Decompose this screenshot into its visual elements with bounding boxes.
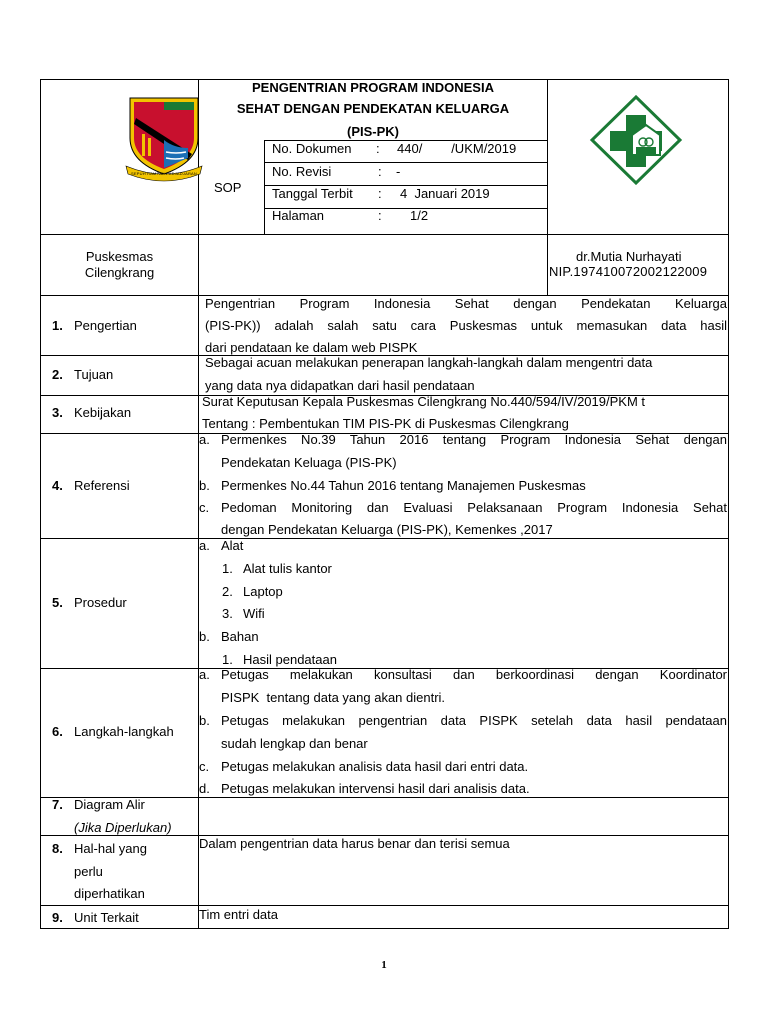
signer-nip: NIP.197410072002122009 <box>549 264 708 279</box>
section-text-line: Dalam pengentrian data harus benar dan terisi semua <box>199 836 510 851</box>
section-label-note: (Jika Diperlukan) <box>74 820 172 835</box>
sublist-text: Alat tulis kantor <box>243 561 332 576</box>
list-item-line: Permenkes No.44 Tahun 2016 tentang Manajemen Puskesmas <box>221 478 586 493</box>
section-text-line: Sebagai acuan melakukan penerapan langkah-langkah dalam mengentri data <box>205 355 653 370</box>
list-marker: a. <box>199 432 210 447</box>
list-marker: a. <box>199 538 210 553</box>
regency-crest-logo <box>118 92 210 184</box>
sublist-text: Wifi <box>243 606 265 621</box>
sublist-number: 2. <box>222 584 233 599</box>
section-text-line: yang data nya didapatkan dari hasil pendataan <box>205 378 475 393</box>
doc-field-value: 1/2 <box>410 208 429 223</box>
group-title: Bahan <box>221 629 259 644</box>
section-text-line: Tim entri data <box>199 907 278 922</box>
list-item-line: Pedoman Monitoring dan Evaluasi Pelaksanaan Program Indonesia Sehat <box>221 500 727 515</box>
list-item-line: Petugas melakukan konsultasi dan berkoordinasi dengan Koordinator <box>221 667 727 682</box>
section-number: 5. <box>52 595 63 610</box>
list-marker: b. <box>199 478 210 493</box>
section-label: Kebijakan <box>74 405 132 420</box>
doc-field-value: 440/ /UKM/2019 <box>397 141 517 156</box>
document-title-line-3: (PIS-PK) <box>347 124 399 139</box>
section-number: 8. <box>52 841 63 856</box>
section-text-line: Pengentrian Program Indonesia Sehat dengan Pendekatan Keluarga <box>205 296 727 311</box>
section-number: 1. <box>52 318 63 333</box>
list-marker: b. <box>199 713 210 728</box>
section-number: 6. <box>52 724 63 739</box>
doc-field-sep: : <box>378 186 382 201</box>
doc-field-sep: : <box>376 141 380 156</box>
sublist-number: 1. <box>222 652 233 667</box>
list-item-line: Petugas melakukan analisis data hasil dari entri data. <box>221 759 529 774</box>
doc-field-value: 4 Januari 2019 <box>400 186 490 201</box>
list-item-line: Pendekatan Keluaga (PIS-PK) <box>221 455 397 470</box>
section-label: Pengertian <box>74 318 137 333</box>
doc-field-sep: : <box>378 164 382 179</box>
section-number: 3. <box>52 405 63 420</box>
org-name-line-1: Puskesmas <box>85 249 154 264</box>
puskesmas-logo <box>588 95 684 185</box>
section-text-line: dari pendataan ke dalam web PISPK <box>205 340 418 355</box>
sublist-text: Hasil pendataan <box>243 652 337 667</box>
section-label: Diagram Alir <box>74 797 145 812</box>
list-marker: b. <box>199 629 210 644</box>
document-title-line-2: SEHAT DENGAN PENDEKATAN KELUARGA <box>236 101 510 116</box>
section-number: 9. <box>52 910 63 925</box>
list-marker: c. <box>199 759 210 774</box>
list-item-line: Petugas melakukan intervensi hasil dari analisis data. <box>221 781 530 796</box>
group-title: Alat <box>221 538 244 553</box>
crest-motto: SEPUH RAMPAK PADJADJARAN <box>131 171 197 176</box>
doc-field-label: Halaman <box>272 208 325 223</box>
section-label: diperhatikan <box>74 886 145 901</box>
list-item-line: PISPK tentang data yang akan dientri. <box>221 690 446 705</box>
list-item-line: Permenkes No.39 Tahun 2016 tentang Program Indonesia Sehat dengan <box>221 432 727 447</box>
section-number: 7. <box>52 797 63 812</box>
section-number: 4. <box>52 478 63 493</box>
list-item-line: dengan Pendekatan Keluarga (PIS-PK), Kemenkes ,2017 <box>221 522 553 537</box>
section-number: 2. <box>52 367 63 382</box>
sop-label: SOP <box>214 180 242 195</box>
doc-field-label: Tanggal Terbit <box>272 186 353 201</box>
doc-field-sep: : <box>378 208 382 223</box>
list-item-line: sudah lengkap dan benar <box>221 736 368 751</box>
section-label: Langkah-langkah <box>74 724 174 739</box>
section-label: Hal-hal yang <box>74 841 147 856</box>
page-number: 1 <box>381 959 387 971</box>
list-marker: a. <box>199 667 210 682</box>
list-marker: c. <box>199 500 210 515</box>
section-label: Referensi <box>74 478 130 493</box>
doc-field-label: No. Revisi <box>272 164 332 179</box>
section-text-line: Surat Keputusan Kepala Puskesmas Cilengkrang No.440/594/IV/2019/PKM t <box>202 394 645 409</box>
sublist-number: 1. <box>222 561 233 576</box>
sublist-text: Laptop <box>243 584 283 599</box>
list-marker: d. <box>199 781 210 796</box>
section-text-line: Tentang : Pembentukan TIM PIS-PK di Puskesmas Cilengkrang <box>202 416 569 431</box>
section-label: perlu <box>74 864 103 879</box>
sublist-number: 3. <box>222 606 233 621</box>
section-text-line: (PIS-PK)) adalah salah satu cara Puskesmas untuk memasukan data hasil <box>205 318 727 333</box>
list-item-line: Petugas melakukan pengentrian data PISPK setelah data hasil pendataan <box>221 713 727 728</box>
org-name-line-2: Cilengkrang <box>84 265 155 280</box>
section-label: Unit Terkait <box>74 910 139 925</box>
doc-field-label: No. Dokumen <box>272 141 352 156</box>
section-label: Prosedur <box>74 595 127 610</box>
section-label: Tujuan <box>74 367 114 382</box>
document-title-line-1: PENGENTRIAN PROGRAM INDONESIA <box>252 80 494 95</box>
signer-name: dr.Mutia Nurhayati <box>576 249 682 264</box>
doc-field-value: - <box>396 164 401 179</box>
